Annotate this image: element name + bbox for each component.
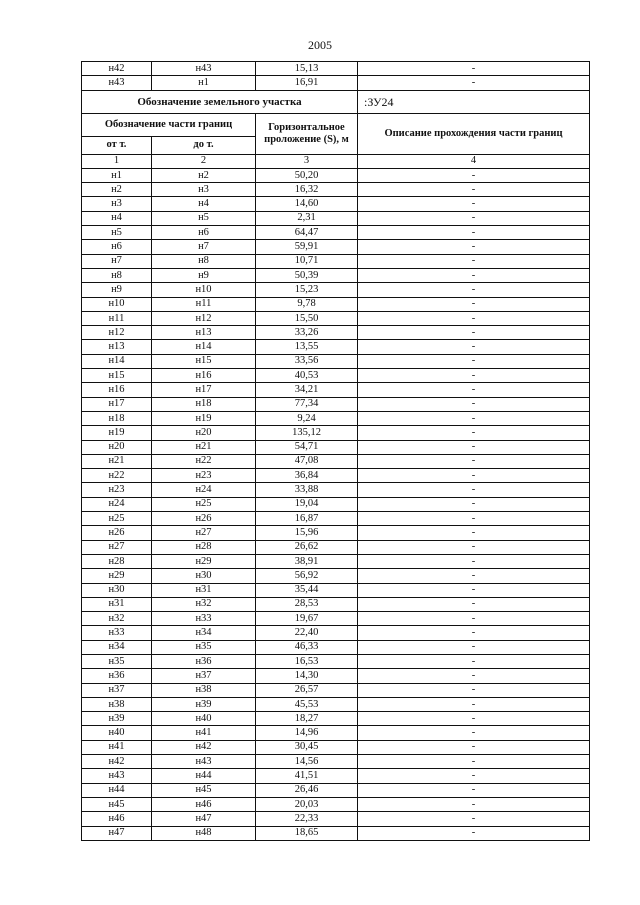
segment-description: - [358,168,590,182]
segment-description: - [358,769,590,783]
from-point: н35 [82,654,152,668]
to-point: н29 [152,554,256,568]
from-point: н29 [82,569,152,583]
to-point: н33 [152,612,256,626]
to-point: н38 [152,683,256,697]
table-row [82,755,590,769]
table-row [82,726,590,740]
to-point: н5 [152,211,256,225]
from-point: н28 [82,554,152,568]
from-point: н46 [82,812,152,826]
table-row [82,440,590,454]
segment-length: 45,53 [256,697,358,711]
segment-description: - [358,512,590,526]
segment-description: - [358,554,590,568]
from-point: н14 [82,354,152,368]
segment-length: 9,24 [256,411,358,425]
segment-length: 47,08 [256,454,358,468]
segment-length: 26,62 [256,540,358,554]
from-point: н23 [82,483,152,497]
from-point: н36 [82,669,152,683]
segment-description: - [358,697,590,711]
from-point: н34 [82,640,152,654]
to-point: н15 [152,354,256,368]
segment-length: 135,12 [256,426,358,440]
segment-description: - [358,240,590,254]
segment-description: - [358,340,590,354]
table-row [82,483,590,497]
segment-length: 16,91 [256,76,358,90]
segment-length: 14,56 [256,755,358,769]
segment-length: 59,91 [256,240,358,254]
from-point: н3 [82,197,152,211]
from-point: н7 [82,254,152,268]
table-row [82,354,590,368]
segment-length: 13,55 [256,340,358,354]
segment-length: 30,45 [256,740,358,754]
segment-length: 33,26 [256,326,358,340]
to-point: н20 [152,426,256,440]
table-row [82,540,590,554]
from-point: н12 [82,326,152,340]
segment-length: 22,33 [256,812,358,826]
from-point: н43 [82,76,152,90]
col-num-4: 4 [358,154,590,168]
table-header [82,90,590,168]
to-point: н42 [152,740,256,754]
from-point: н17 [82,397,152,411]
segment-description: - [358,369,590,383]
to-point: н32 [152,597,256,611]
from-point: н47 [82,826,152,840]
table-row [82,254,590,268]
to-point: н41 [152,726,256,740]
table-row [82,797,590,811]
part-label-header: Обозначение части границ [82,113,256,136]
segment-length: 2,31 [256,211,358,225]
table-row [82,426,590,440]
to-point: н31 [152,583,256,597]
table-row [82,554,590,568]
from-point: н20 [82,440,152,454]
segment-description: - [358,226,590,240]
segment-description: - [358,569,590,583]
segment-length: 16,53 [256,654,358,668]
to-point: н43 [152,62,256,76]
segment-description: - [358,383,590,397]
parcel-label: Обозначение земельного участка [82,90,358,113]
to-point: н23 [152,469,256,483]
segment-description: - [358,812,590,826]
segment-description: - [358,411,590,425]
segment-description: - [358,326,590,340]
from-point: н27 [82,540,152,554]
segment-description: - [358,311,590,325]
segment-description: - [358,426,590,440]
segment-length: 36,84 [256,469,358,483]
to-point: н46 [152,797,256,811]
to-point: н43 [152,755,256,769]
to-point: н8 [152,254,256,268]
table-row [82,569,590,583]
from-point: н13 [82,340,152,354]
segment-length: 14,96 [256,726,358,740]
from-point: н15 [82,369,152,383]
segment-description: - [358,597,590,611]
segment-description: - [358,268,590,282]
to-point: н40 [152,712,256,726]
from-point: н32 [82,612,152,626]
from-point: н11 [82,311,152,325]
table-row [82,211,590,225]
from-point: н42 [82,62,152,76]
segment-description: - [358,626,590,640]
segment-length: 15,50 [256,311,358,325]
to-point: н2 [152,168,256,182]
segment-description: - [358,454,590,468]
segment-description: - [358,797,590,811]
segment-description: - [358,683,590,697]
from-point: н40 [82,726,152,740]
table-row [82,197,590,211]
col-num-1: 1 [82,154,152,168]
table-row [82,783,590,797]
to-point: н13 [152,326,256,340]
from-point: н9 [82,283,152,297]
segment-length: 40,53 [256,369,358,383]
table-row [82,297,590,311]
segment-description: - [358,526,590,540]
to-point: н16 [152,369,256,383]
to-point: н24 [152,483,256,497]
segment-length: 33,88 [256,483,358,497]
table-row [82,76,590,90]
table-row [82,526,590,540]
to-point: н47 [152,812,256,826]
to-point: н12 [152,311,256,325]
from-point: н16 [82,383,152,397]
table-row [82,454,590,468]
segment-length: 77,34 [256,397,358,411]
data-rows [82,168,590,840]
from-point: н44 [82,783,152,797]
table-row [82,626,590,640]
table-row [82,826,590,840]
from-point: н31 [82,597,152,611]
from-point: н39 [82,712,152,726]
segment-length: 18,27 [256,712,358,726]
table-row [82,240,590,254]
segment-length: 15,23 [256,283,358,297]
segment-length: 14,30 [256,669,358,683]
to-point: н22 [152,454,256,468]
to-point: н37 [152,669,256,683]
table-row [82,697,590,711]
to-point: н6 [152,226,256,240]
table-row [82,268,590,282]
segment-description: - [358,740,590,754]
from-point: н22 [82,469,152,483]
segment-description: - [358,254,590,268]
segment-length: 22,40 [256,626,358,640]
table-row [82,326,590,340]
to-point: н21 [152,440,256,454]
table-row [82,383,590,397]
from-point: н6 [82,240,152,254]
table-row [82,369,590,383]
to-point: н18 [152,397,256,411]
segment-length: 35,44 [256,583,358,597]
table-row [82,683,590,697]
segment-description: - [358,540,590,554]
table-row [82,669,590,683]
segment-length: 38,91 [256,554,358,568]
from-point: н21 [82,454,152,468]
to-point: н45 [152,783,256,797]
page-number: 2005 [308,38,332,52]
from-point: н4 [82,211,152,225]
parcel-row [82,90,590,113]
segment-length: 34,21 [256,383,358,397]
to-point: н4 [152,197,256,211]
to-point: н14 [152,340,256,354]
segment-description: - [358,76,590,90]
col-num-3: 3 [256,154,358,168]
segment-description: - [358,612,590,626]
segment-length: 14,60 [256,197,358,211]
desc-header: Описание прохождения части границ [358,113,590,154]
segment-length: 28,53 [256,597,358,611]
segment-length: 64,47 [256,226,358,240]
length-header: Горизонтальное проложение (S), м [256,113,358,154]
from-point: н24 [82,497,152,511]
segment-length: 19,04 [256,497,358,511]
table-row [82,168,590,182]
to-point: н27 [152,526,256,540]
to-point: н28 [152,540,256,554]
table-row [82,740,590,754]
segment-description: - [358,297,590,311]
from-point: н45 [82,797,152,811]
table-row [82,311,590,325]
segment-length: 46,33 [256,640,358,654]
table-row [82,283,590,297]
to-point: н36 [152,654,256,668]
table-row [82,712,590,726]
top-rows [82,62,590,91]
segment-description: - [358,397,590,411]
table-row [82,654,590,668]
to-point: н9 [152,268,256,282]
segment-length: 54,71 [256,440,358,454]
table-row [82,397,590,411]
table-row [82,62,590,76]
segment-length: 50,20 [256,168,358,182]
segment-length: 10,71 [256,254,358,268]
col-num-2: 2 [152,154,256,168]
from-point: н25 [82,512,152,526]
table-row [82,226,590,240]
table-row [82,583,590,597]
segment-description: - [358,826,590,840]
to-point: н26 [152,512,256,526]
to-point: н1 [152,76,256,90]
segment-description: - [358,440,590,454]
from-point: н30 [82,583,152,597]
from-point: н5 [82,226,152,240]
from-point: н38 [82,697,152,711]
table-row [82,411,590,425]
table-row [82,812,590,826]
segment-description: - [358,211,590,225]
segment-length: 20,03 [256,797,358,811]
segment-length: 18,65 [256,826,358,840]
segment-description: - [358,354,590,368]
from-point: н19 [82,426,152,440]
to-point: н7 [152,240,256,254]
to-point: н19 [152,411,256,425]
table-row [82,640,590,654]
table-row [82,497,590,511]
segment-description: - [358,669,590,683]
from-point: н8 [82,268,152,282]
to-point: н48 [152,826,256,840]
segment-length: 15,13 [256,62,358,76]
segment-description: - [358,654,590,668]
to-point: н39 [152,697,256,711]
from-header: от т. [82,136,152,154]
segment-description: - [358,583,590,597]
segment-description: - [358,197,590,211]
segment-description: - [358,483,590,497]
column-numbers-row [82,154,590,168]
segment-length: 50,39 [256,268,358,282]
segment-length: 16,32 [256,183,358,197]
from-point: н37 [82,683,152,697]
segment-length: 26,46 [256,783,358,797]
to-point: н17 [152,383,256,397]
from-point: н18 [82,411,152,425]
segment-description: - [358,183,590,197]
segment-length: 16,87 [256,512,358,526]
table-row [82,769,590,783]
from-point: н41 [82,740,152,754]
to-header: до т. [152,136,256,154]
to-point: н25 [152,497,256,511]
from-point: н33 [82,626,152,640]
to-point: н30 [152,569,256,583]
table-row [82,340,590,354]
segment-length: 9,78 [256,297,358,311]
from-point: н26 [82,526,152,540]
to-point: н11 [152,297,256,311]
to-point: н10 [152,283,256,297]
segment-description: - [358,640,590,654]
to-point: н35 [152,640,256,654]
segment-description: - [358,726,590,740]
segment-length: 56,92 [256,569,358,583]
from-point: н10 [82,297,152,311]
segment-length: 41,51 [256,769,358,783]
boundary-table [81,61,590,841]
header-row-1 [82,113,590,136]
segment-description: - [358,755,590,769]
table-row [82,512,590,526]
table-row [82,612,590,626]
segment-length: 19,67 [256,612,358,626]
parcel-code: :ЗУ24 [358,90,590,113]
table-row [82,597,590,611]
table-row [82,469,590,483]
segment-description: - [358,283,590,297]
from-point: н1 [82,168,152,182]
to-point: н44 [152,769,256,783]
segment-description: - [358,712,590,726]
segment-length: 26,57 [256,683,358,697]
to-point: н34 [152,626,256,640]
to-point: н3 [152,183,256,197]
segment-description: - [358,469,590,483]
segment-length: 15,96 [256,526,358,540]
segment-description: - [358,62,590,76]
table-row [82,183,590,197]
segment-length: 33,56 [256,354,358,368]
from-point: н42 [82,755,152,769]
from-point: н2 [82,183,152,197]
segment-description: - [358,497,590,511]
from-point: н43 [82,769,152,783]
segment-description: - [358,783,590,797]
